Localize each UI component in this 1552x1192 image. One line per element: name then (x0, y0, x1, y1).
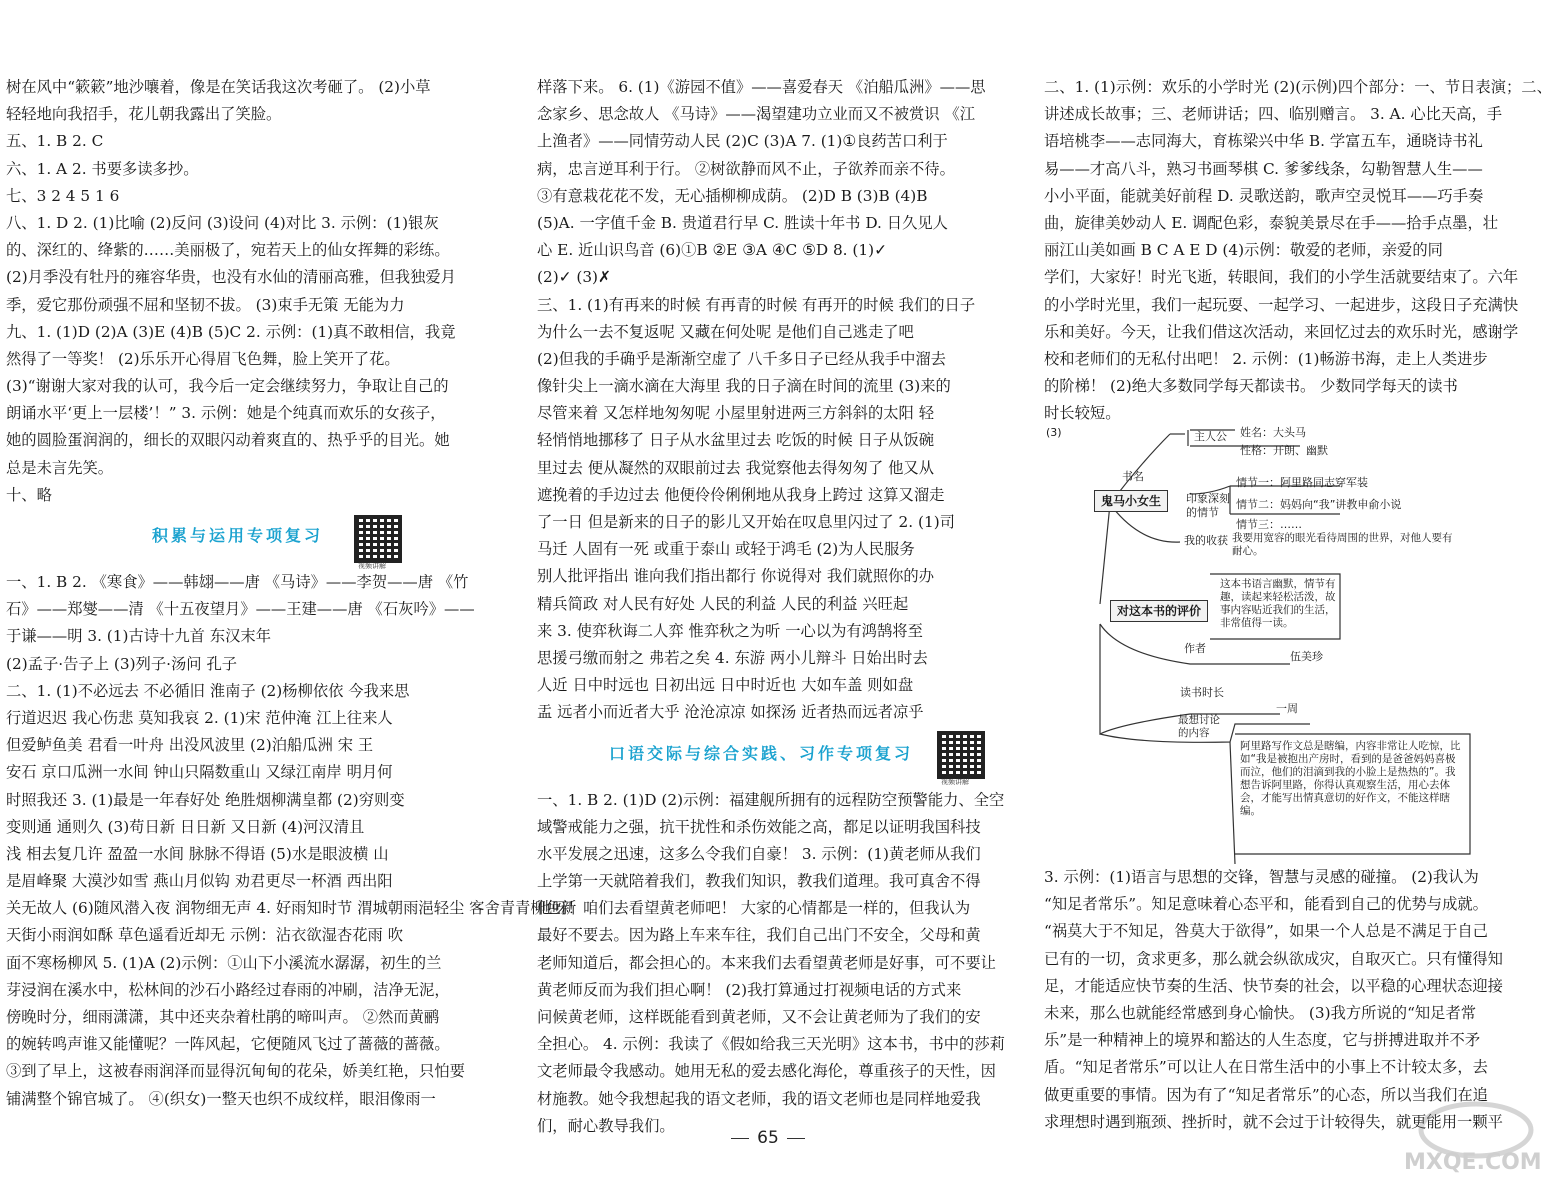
text-line: 天街小雨润如酥 草色遥看近却无 示例：沾衣欲湿杏花雨 吹 (6, 926, 404, 945)
gain-text: 我要用宽容的眼光看待周围的世界，对他人要有耐心。 (1232, 532, 1453, 557)
plot-1: 情节一：阿里路同志穿军装 (1236, 476, 1368, 489)
text-line: 小小平面，能就美好前程 D. 灵歌送韵，歌声空灵悦耳——巧手奏 (1044, 186, 1484, 205)
text-line: 铺满整个锦官城了。 ④(织女)一整天也织不成纹样，眼泪像雨一 (6, 1089, 436, 1108)
text-line: 十、略 (6, 485, 52, 504)
text-line: “知足者常乐”。知足意味着心态平和，能看到自己的优势与成就。 (1044, 895, 1488, 914)
mind-map-index: (3) (1046, 426, 1062, 439)
text-line: (2)孟子·告子上 (3)列子·汤问 孔子 (6, 654, 238, 673)
answer-block (537, 74, 1005, 727)
qr-caption: 视频讲解 (358, 562, 386, 570)
book-mind-map (1040, 424, 1530, 864)
text-line: “祸莫大于不知足，咎莫大于欲得”，如果一个人总是不满足于自己 (1044, 922, 1488, 941)
text-line: (3)“谢谢大家对我的认可，我今后一定会继续努力，争取让自己的 (6, 377, 449, 396)
answer-block (1044, 864, 1530, 1136)
text-line: 的小学时光里，我们一起玩耍、一起学习、一起进步，这段日子充满快 (1044, 295, 1519, 314)
text-line: 总是未言先笑。 (6, 458, 114, 477)
text-line: 域警戒能力之强，抗干扰性和杀伤效能之高，都足以证明我国科技 (537, 817, 981, 836)
qr-caption: 视频讲解 (941, 777, 969, 786)
book-title-label: 书名 (1122, 470, 1144, 483)
answer-block (1044, 74, 1552, 427)
text-line: 曲，旋律美妙动人 E. 调配色彩，泰貌美景尽在手——拾手点墨，壮 (1044, 213, 1499, 232)
text-line: 问候黄老师，这样既能看到黄老师，又不会让黄老师为了我们的安 (537, 1008, 981, 1026)
text-line: 上学第一天就陪着我们，教我们知识，教我们道理。我可真舍不得 (537, 872, 981, 891)
text-line: 语培桃李——志同海大，育栋梁兴中华 B. 学富五车，通晓诗书礼 (1044, 132, 1483, 151)
reading-time-label: 读书时长 (1180, 686, 1224, 699)
text-line: (2)但我的手确乎是渐渐空虚了 八千多日子已经从我手中溜去 (537, 349, 946, 368)
plots-label: 印象深刻的情节 (1186, 492, 1230, 519)
text-line: 里过去 便从凝然的双眼前过去 我觉察他去得匆匆了 他又从 (537, 458, 935, 477)
text-line: 关无故人 (6)随风潜入夜 润物细无声 4. 好雨知时节 渭城朝雨浥轻尘 客舍青青柳色新 (6, 899, 577, 918)
text-line: 安石 京口瓜洲一水间 钟山只隔数重山 又绿江南岸 明月何 (6, 763, 393, 782)
discuss-text: 阿里路写作文总是瞎编，内容非常让人吃惊，比如“我是被抱出产房时，看到的是爸爸妈妈喜极而泣，他们的泪滴到我的小脸上是热热的”。我想告诉阿里路，你得认真观察生活，用心去体会，才能写出情真意切的好作文，不能这样瞎编。 (1240, 740, 1461, 817)
text-line: 三、1. (1)有再来的时候 有再青的时候 有再开的时候 我们的日子 (537, 295, 976, 314)
text-line: 树在风中“簌簌”地沙嚷着，像是在笑话我这次考砸了。 (2)小草 (6, 78, 431, 96)
text-line: 易——才高八斗，熟习书画琴棋 C. 爹爹线条，勾勒智慧人生—— (1044, 159, 1483, 178)
text-line: 黄老师反而为我们担心啊！ (2)我打算通过打视频电话的方式来 (537, 980, 962, 999)
text-line: 是眉峰聚 大漠沙如雪 燕山月似钩 劝君更尽一杯酒 西出阳 (6, 872, 393, 891)
text-line: 他呀！咱们去看望黄老师吧！ 大家的心情都是一样的，但我认为 (537, 899, 971, 918)
text-line: 学们，大家好！时光飞逝，转眼间，我们的小学生活就要结束了。六年 (1044, 268, 1519, 287)
evaluation-label: 对这本书的评价 (1110, 600, 1208, 622)
protagonist-label: 主人公 (1194, 430, 1227, 443)
text-line: 全担心。 4. 示例：我读了《假如给我三天光明》这本书，书中的莎莉 (537, 1035, 1005, 1054)
column-right-lower (1044, 864, 1530, 1136)
text-line: 傍晚时分，细雨潇潇，其中还夹杂着杜鹃的啼叫声。 ②然而黄鹂 (6, 1008, 440, 1026)
text-line: 3. 示例：(1)语言与思想的交锋，智慧与灵感的碰撞。 (2)我认为 (1044, 868, 1479, 886)
text-line: 材施教。她令我想起我的语文老师，我的语文老师也是同样地爱我 (537, 1089, 981, 1108)
text-line: 她的圆脸蛋润润的，细长的双眼闪动着爽直的、热乎乎的目光。她 (6, 431, 450, 450)
text-line: 来 3. 使弈秋诲二人弈 惟弈秋之为听 一心以为有鸿鹄将至 (537, 621, 923, 640)
text-line: 了一日 但是新来的日子的影儿又开始在叹息里闪过了 2. (1)司 (537, 513, 955, 531)
text-line: 轻轻地向我招手，花儿朝我露出了笑脸。 (6, 105, 282, 124)
evaluation-text: 这本书语言幽默，情节有趣，读起来轻松活泼，故事内容贴近我们的生活，非常值得一读。 (1220, 578, 1336, 629)
text-line: 乐和美好。今天，让我们借这次活动，来回忆过去的欢乐时光，感谢学 (1044, 322, 1519, 341)
text-line: 校和老师们的无私付出吧！ 2. 示例：(1)畅游书海，走上人类进步 (1044, 349, 1488, 368)
text-line: 精兵简政 对人民有好处 人民的利益 人民的利益 兴旺起 (537, 594, 909, 613)
author-label: 作者 (1184, 642, 1206, 655)
text-line: ③到了早上，这被春雨润泽而显得沉甸甸的花朵，娇美红艳，只怕要 (6, 1062, 465, 1081)
text-line: 为什么一去不复返呢 又藏在何处呢 是他们自己逃走了吧 (537, 322, 914, 341)
text-line: 面不寒杨柳风 5. (1)A (2)示例：①山下小溪流水潺潺，初生的兰 (6, 953, 442, 972)
text-line: 们，耐心教导我们。 (537, 1116, 675, 1135)
text-line: 的、深红的、绛紫的……美丽极了，宛若天上的仙女挥舞的彩练。 (6, 241, 450, 260)
text-line: 做更重要的事情。因为有了“知足者常乐”的心态，所以当我们在追 (1044, 1085, 1488, 1104)
text-line: 马迁 人固有一死 或重于泰山 或轻于鸿毛 (2)为人民服务 (537, 540, 915, 559)
text-line: 行道迟迟 我心伤悲 莫知我哀 2. (1)宋 范仲淹 江上往来人 (6, 708, 393, 727)
text-line: 六、1. A 2. 书要多读多抄。 (6, 159, 199, 178)
text-line: ③有意栽花花不发，无心插柳柳成荫。 (2)D B (3)B (4)B (537, 186, 928, 205)
section-header (6, 509, 492, 569)
text-line: 浅 相去复几许 盈盈一水间 脉脉不得语 (5)水是眼波横 山 (6, 844, 389, 863)
text-line: 时长较短。 (1044, 404, 1121, 423)
text-line: 别人批评指出 谁向我们指出都行 你说得对 我们就照你的办 (537, 567, 935, 586)
text-line: 时照我还 3. (1)最是一年春好处 绝胜烟柳满皇都 (2)穷则变 (6, 790, 405, 809)
text-line: 遮挽着的手边过去 他便伶伶俐俐地从我身上跨过 这算又溜走 (537, 485, 945, 504)
text-line: 芽浸润在溪水中，松林间的沙石小路经过春雨的冲刷，洁净无泥， (6, 980, 450, 999)
text-line: 一、1. B 2. 《寒食》——韩翃——唐 《马诗》——李贺——唐 《竹 (6, 573, 469, 591)
page-number-text: 65 (757, 1128, 779, 1148)
section-header (537, 727, 1005, 787)
text-line: 丽江山美如画 B C A E D (4)示例：敬爱的老师，亲爱的同 (1044, 241, 1443, 260)
qr-code-icon[interactable] (354, 515, 402, 563)
text-line: 尽管来着 又怎样地匆匆呢 小屋里射进两三方斜斜的太阳 轻 (537, 404, 935, 423)
text-line: 石》——郑燮——清 《十五夜望月》——王建——唐 《石灰吟》—— (6, 600, 475, 619)
text-line: 文老师最令我感动。她用无私的爱去感化海伦，尊重孩子的天性，因 (537, 1062, 996, 1081)
text-line: 病，忠言逆耳利于行。 ②树欲静而风不止，子欲养而亲不待。 (537, 159, 955, 178)
text-line: (5)A. 一字值千金 B. 贵道君行早 C. 胜读十年书 D. 日久见人 (537, 213, 948, 232)
text-line: 像针尖上一滴水滴在大海里 我的日子滴在时间的流里 (3)来的 (537, 377, 951, 396)
reading-time: 一周 (1276, 702, 1298, 715)
text-line: (2)✓ (3)✗ (537, 268, 611, 287)
page-number (0, 1128, 1536, 1148)
text-line: 季，爱它那份顽强不屈和坚韧不拔。 (3)束手无策 无能为力 (6, 295, 405, 314)
book-title: 鬼马小女生 (1094, 490, 1168, 512)
author-name: 伍美珍 (1290, 650, 1323, 663)
text-line: 讲述成长故事；三、老师讲话；四、临别赠言。 3. A. 心比天高，手 (1044, 105, 1503, 124)
plot-3: 情节三：…… (1236, 518, 1302, 531)
qr-code-icon[interactable] (937, 731, 985, 779)
text-line: 水平发展之迅速，这多么令我们自豪！ 3. 示例：(1)黄老师从我们 (537, 844, 981, 863)
text-line: 念家乡、思念故人 《马诗》——渴望建功立业而又不被赏识 《江 (537, 105, 976, 124)
text-line: 的婉转鸣声谁又能懂呢？一阵风起，它便随风飞过了蔷薇的蔷薇。 (6, 1035, 450, 1054)
text-line: 乐”是一种精神上的境界和豁达的人生态度，它与拼搏进取并不矛 (1044, 1031, 1481, 1050)
text-line: 样落下来。 6. (1)《游园不值》——喜爱春天 《泊船瓜洲》——思 (537, 78, 986, 96)
text-line: 变则通 通则久 (3)苟日新 日日新 又日新 (4)河汉清且 (6, 817, 365, 836)
text-line: 九、1. (1)D (2)A (3)E (4)B (5)C 2. 示例：(1)真不敢相信，我竟 (6, 322, 456, 341)
plot-2: 情节二：妈妈向“我”讲教申俞小说 (1236, 498, 1402, 511)
section-title: 口语交际与综合实践、习作专项复习 (609, 743, 914, 763)
text-line: 心 E. 近山识鸟音 (6)①B ②E ③A ④C ⑤D 8. (1)✓ (537, 241, 887, 260)
text-line: 已有的一切，贪求更多，那么就会纵欲成灾，自取灭亡。只有懂得知 (1044, 949, 1503, 968)
answer-block (537, 787, 1005, 1140)
watermark-text: MXQE.COM (1404, 1150, 1542, 1175)
text-line: 思援弓缴而射之 弗若之矣 4. 东游 两小儿辩斗 日始出时去 (537, 648, 928, 667)
text-line: 的阶梯！ (2)绝大多数同学每天都读书。 少数同学每天的读书 (1044, 377, 1458, 396)
answer-block (6, 74, 492, 509)
text-line: 二、1. (1)示例：欢乐的小学时光 (2)(示例)四个部分：一、节日表演；二、 (1044, 78, 1552, 96)
text-line: 老师知道后，都会担心的。本来我们去看望黄老师是好事，可不要让 (537, 953, 996, 972)
text-line: 八、1. D 2. (1)比喻 (2)反问 (3)设问 (4)对比 3. 示例：(1)银灰 (6, 213, 439, 232)
column-right (1044, 74, 1552, 427)
text-line: 求理想时遇到瓶颈、挫折时，就不会过于计较得失，就更能用一颗平 (1044, 1112, 1503, 1131)
section-title: 积累与运用专项复习 (152, 526, 324, 545)
text-line: 人近 日中时远也 日初出远 日中时近也 大如车盖 则如盘 (537, 676, 914, 695)
protagonist-name: 姓名：大头马 (1240, 426, 1306, 439)
protagonist-personality: 性格：开朗、幽默 (1240, 444, 1328, 457)
text-line: 一、1. B 2. (1)D (2)示例：福建舰所拥有的远程防空预警能力、全空 (537, 790, 1005, 809)
column-middle (537, 74, 1005, 1140)
answer-block (6, 569, 577, 1113)
text-line: 然得了一等奖！ (2)乐乐开心得眉飞色舞，脸上笑开了花。 (6, 349, 400, 368)
text-line: 朗诵水平‘更上一层楼’！” 3. 示例：她是个纯真而欢乐的女孩子， (6, 404, 446, 423)
text-line: 七、3 2 4 5 1 6 (6, 186, 120, 205)
text-line: 足，才能适应快节奏的生活、快节奏的社会，以平稳的心理状态迎接 (1044, 976, 1503, 995)
gain-label: 我的收获 (1184, 534, 1228, 547)
text-line: 最好不要去。因为路上车来车往，我们自己出门不安全，父母和黄 (537, 926, 981, 945)
watermark-logo (1396, 1100, 1542, 1192)
text-line: 上渔者》——同情劳动人民 (2)C (3)A 7. (1)①良药苦口利于 (537, 132, 948, 151)
text-line: 盂 远者小而近者大乎 沧沧凉凉 如探汤 近者热而远者凉乎 (537, 703, 924, 722)
text-line: 五、1. B 2. C (6, 132, 104, 151)
text-line: 于谦——明 3. (1)古诗十九首 东汉末年 (6, 627, 272, 646)
text-line: 盾。“知足者常乐”可以让人在日常生活中的小事上不计较太多，去 (1044, 1058, 1488, 1077)
text-line: 未来，那么也就能经常感到身心愉快。 (3)我方所说的“知足者常 (1044, 1003, 1477, 1022)
text-line: 轻悄悄地挪移了 日子从水盆里过去 吃饭的时候 日子从饭碗 (537, 431, 935, 450)
discuss-label: 最想讨论的内容 (1178, 714, 1220, 739)
text-line: 二、1. (1)不必远去 不必循旧 淮南子 (2)杨柳依依 今我来思 (6, 681, 410, 700)
text-line: (2)月季没有牡丹的雍容华贵，也没有水仙的清丽高雅，但我独爱月 (6, 268, 456, 287)
text-line: 但爱鲈鱼美 君看一叶舟 出没风波里 (2)泊船瓜洲 宋 王 (6, 736, 374, 755)
